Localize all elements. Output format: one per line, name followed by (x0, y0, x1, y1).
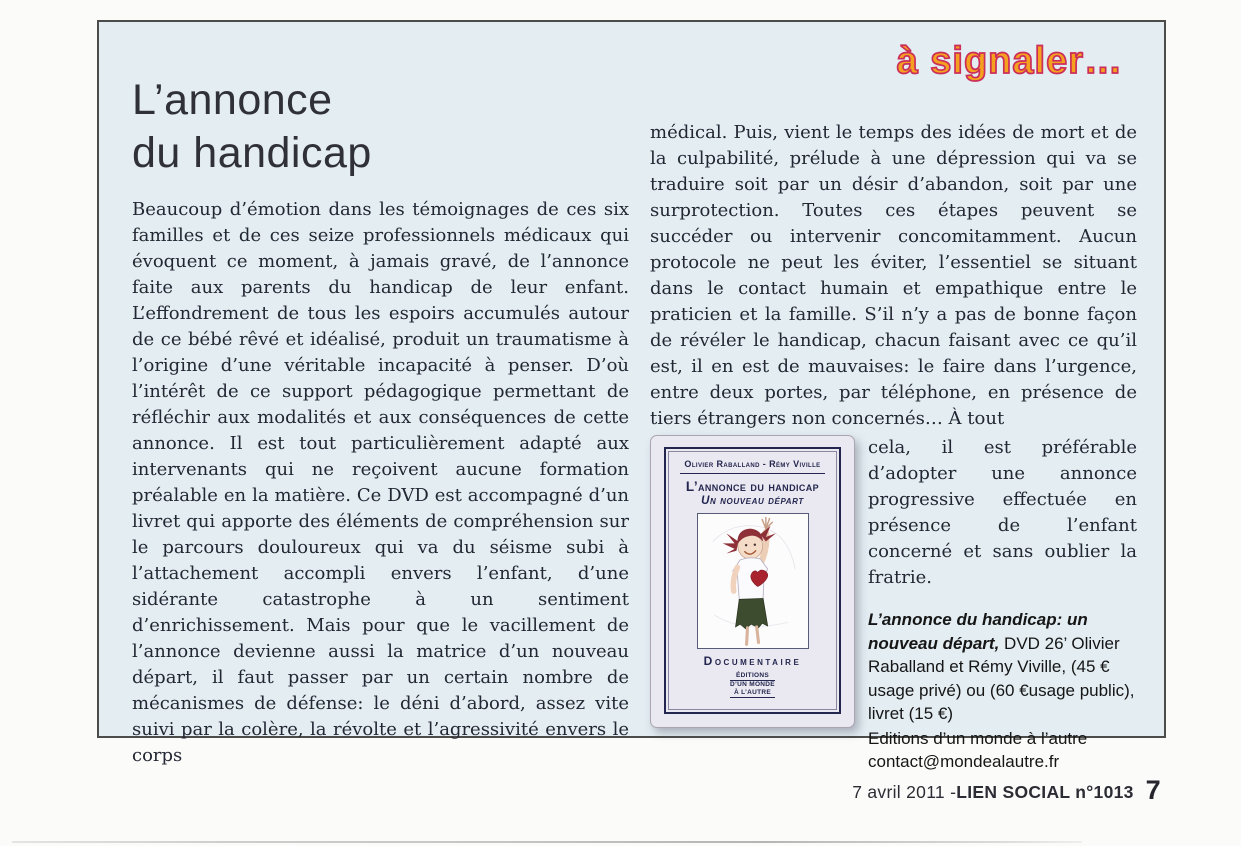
caption-publisher: Editions d’un monde à l’autre (868, 728, 1088, 748)
dvd-illustration (697, 513, 809, 649)
footer-date: 7 avril 2011 - (852, 782, 957, 802)
section-flag: à signaler… (896, 40, 1123, 82)
footer-page-number: 7 (1145, 775, 1161, 805)
media-row (650, 435, 1137, 774)
publisher-line: D’UN MONDE (730, 681, 775, 688)
caption-details: DVD 26’ Olivier Raballand et Rémy Viville, (45 € usage privé) ou (60 €usage public), livret (15 €) (868, 633, 1135, 723)
article-panel (97, 20, 1166, 771)
scan-artifact (12, 841, 1082, 843)
right-column-intro: médical. Puis, vient le temps des idées de mort et de la culpabilité, prélude à une dépression qui va se traduire soit par un désir d’abandon, soit par une surprotection. Toutes ces étapes peuvent se succéder ou intervenir concomitamment. Aucun protocole ne peut les éviter, l’essentiel se situant dans le contact humain et empathique entre le praticien et la famille. S’il n’y a pas de bonne façon de révéler le handicap, chacun faisant avec ce qu’il est, il en est de mauvaises: le faire dans l’urgence, entre deux portes, par téléphone, en présence de tiers étrangers non concernés… À tout (650, 122, 1137, 429)
footer-journal: LIEN SOCIAL n°1013 (956, 782, 1134, 802)
dvd-cover-photo (650, 435, 855, 774)
right-column (650, 120, 1137, 774)
publisher-line: ÉDITIONS (730, 672, 775, 681)
dvd-genre: Documentaire (703, 654, 802, 668)
beside-dvd (868, 435, 1137, 774)
dvd-cover (650, 435, 855, 728)
page-footer (852, 774, 1161, 805)
publisher-logo (730, 672, 775, 698)
article-title-line1: L’annonce (132, 76, 333, 124)
left-column-text: Beaucoup d’émotion dans les témoignages de ces six familles et de ces seize professionnels médicaux qui évoquent ce moment, à jamais gravé, de l’annonce faite aux parents du handicap de leur enfant. L’effondrement de tous les espoirs accumulés autour de ce bébé rêvé et idéalisé, produit un traumatisme à l’origine d’une véritable incapacité à penser. D’où l’intérêt de ce support pédagogique permettant de réfléchir aux modalités et aux conséquences de cette annonce. Il est tout particulièrement adapté aux intervenants qui ne reçoivent aucune formation préalable en la matière. Ce DVD est accompagné d’un livret qui apporte des éléments de compréhension sur le parcours douloureux qui va du séisme subi à l’attachement accompli envers l’enfant, d’une sidérante catastrophe à un sentiment d’enrichissement. Mais pour que le vacillement de l’annonce devienne aussi la matrice d’un nouveau départ, il faut passer par un certain nombre de mécanismes de défense: le déni d’abord, assez vite suivi par la colère, la révolte et l’agressivité envers le corps (132, 199, 629, 766)
article-title (132, 74, 372, 180)
dvd-caption (868, 608, 1137, 774)
caption-title: L’annonce du handicap: un nouveau départ, (868, 610, 1088, 653)
article-title-line2: du handicap (132, 129, 372, 177)
dvd-authors: Olivier Raballand - Rémy Viville (684, 459, 821, 469)
dvd-cover-frame (664, 447, 841, 714)
caption-reference (868, 608, 1137, 726)
right-column-wrap-text: cela, il est préférable d’adopter une annonce progressive effectuée en présence de l’enfant concerné et sans oublier la fratrie. (868, 437, 1137, 588)
dvd-title: L’annonce du handicap (685, 479, 820, 494)
dvd-rule (680, 473, 824, 474)
dvd-subtitle: Un nouveau départ (701, 495, 804, 507)
publisher-line: À L’AUTRE (730, 689, 775, 698)
girl-illustration-icon (698, 514, 808, 648)
caption-email: contact@mondealautre.fr (868, 752, 1060, 771)
